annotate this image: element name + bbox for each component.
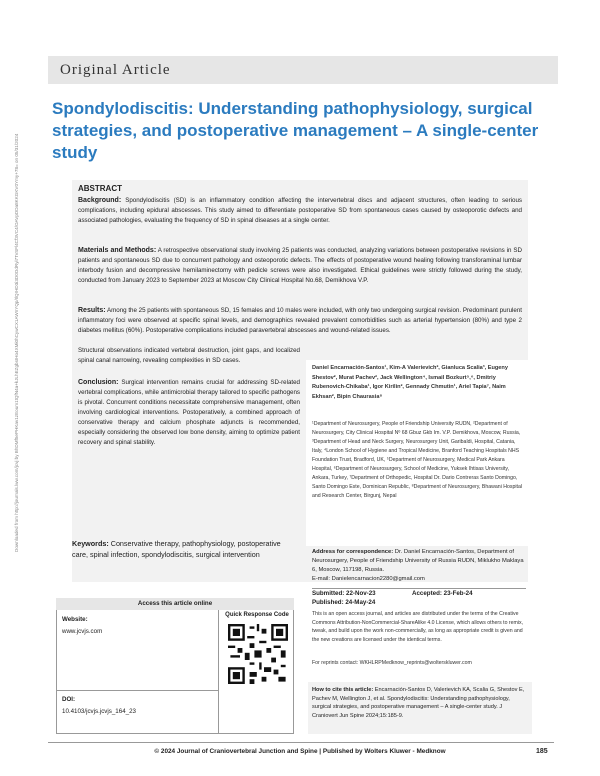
abstract-results-continued: Structural observations indicated vertebral destruction, joint gaps, and localized spinal canal narrowing, revealing complexities in SD cases.	[78, 347, 300, 364]
abstract-methods	[78, 246, 522, 286]
background-label: Background:	[78, 197, 122, 204]
accepted-date: Accepted: 23-Feb-24	[412, 590, 473, 597]
reprints-contact: For reprints contact: WKHLRPMedknow_reprints@wolterskluwer.com	[312, 660, 472, 666]
abstract-conclusion	[78, 378, 300, 448]
published-date: Published: 24-May-24	[312, 599, 376, 606]
background-text: Spondylodiscitis (SD) is an inflammatory condition affecting the intervertebral discs and adjacent structures, often leading to serious complications, including epidural abscesses. This study aimed to differentiate postoperative SD from spontaneous cases caused by osteoporotic defects and associated pathologies, evaluating the frequency of SD in spinal diseases at a single center.	[78, 197, 522, 224]
website-label: Website:	[62, 616, 88, 623]
author-list: Daniel Encarnación-Santos¹, Kim-A Valerievich², Gianluca Scalia³, Eugeny Shestov², Murat Pachev², Jack Wellington⁴, Ismail Bozkurt⁵,⁶, Dmitriy Rubenovich-Chikaba¹, Igor Kirilin², Gennady Chmutin¹, Ariel Tapia⁷, Naim Ekhsan², Bipin Chaurasia⁸	[312, 365, 508, 400]
citation-text: Encarnación-Santos D, Valerievich KA, Scalia G, Shestov E, Pachev M, Wellington J, et al. Spondylodiscitis: Understanding pathophysiology, surgical strategies, and postoperative management – A single-center study. J Craniovert Jun Spine 2024;15:185-9.	[312, 687, 525, 719]
license-text: This is an open access journal, and articles are distributed under the terms of the Creative Commons Attribution-NonCommercial-ShareAlike 4.0 License, which allows others to remix, tweak, and build upon the work non-commercially, as long as appropriate credit is given and the new creations are licensed under the identical terms.	[312, 611, 524, 643]
page-number: 185	[536, 748, 548, 755]
methods-label: Materials and Methods:	[78, 247, 157, 254]
correspondence	[312, 548, 526, 584]
keywords-text: Conservative therapy, pathophysiology, postoperative care, spinal infection, spondylodiscitis, surgical intervention	[72, 539, 281, 559]
correspondence-text: Dr. Daniel Encarnación-Santos, Department of Neurosurgery, People of Friendship University of Russia RUDN, Miklukho Maklaya 6, Moscow, 117198, Russia.	[312, 549, 524, 573]
correspondence-label: Address for correspondence:	[312, 549, 394, 555]
keywords	[72, 538, 298, 560]
conclusion-text: Surgical intervention remains crucial for addressing SD-related vertebral complications, while antimicrobial therapy tailored to specific pathogens is pivotal. Concurrent conditions necessitate comprehensive management, often involving cardiological interventions. Postoperatively, a combined approach of conservative therapy and calcium phosphate adjuncts is recommended, especially considering the observed low bone density, aiming to optimize patient recovery and spinal stability.	[78, 379, 300, 446]
citation-label: How to cite this article:	[312, 687, 374, 693]
abstract-heading: ABSTRACT	[78, 184, 122, 193]
dates-divider	[312, 588, 526, 589]
journal-footer: © 2024 Journal of Craniovertebral Junction and Spine | Published by Wolters Kluwer - Medknow	[154, 748, 446, 755]
keywords-label: Keywords:	[72, 539, 109, 548]
doi-label: DOI:	[62, 696, 76, 703]
access-divider-vertical	[218, 610, 219, 734]
submitted-date: Submitted: 22-Nov-23	[312, 590, 376, 597]
citation	[312, 686, 528, 720]
affiliations: ¹Department of Neurosurgery, People of Friendship University RUDN, ²Department of Neurosurgery, City Clinical Hospital Nº 68 Gbuz Gkb Im. V.P. Demikhova, Moscow, Russia, ³Department of Head and Neck Surgery, Neurosurgery Unit, Garibaldi, Hospital, Catania, Italy, ⁴London School of Hygiene and Tropical Medicine, Branford Teaching Hospitals NHS Foundation Trust, Bradford, UK, ⁵Department of Neurosurgery, Medical Park Ankara Hospital, ⁶Department of Neurosurgery, School of Medicine, Yuksek Ihtisas University, Ankara, Turkey, ⁷Department of Orthopedic, Hospital Dr. Dario Contreras Santo Domingo, Santo Domingo Este, Dominican Republic, ⁸Department of Neurosurgery, Bhawani Hospital and Research Center, Birgunj, Nepal	[312, 421, 522, 499]
download-sidebar-text: Downloaded from http://journals.lww.com/jcvj by BhDMf5ePHKav1zEoum1tQfN4a+kJLhEZgbsIHo4XMi0hCywCX1AWnYQp/IlQrHD3i3D0OdRyi7TvSFl4Cf3VC4/OAVpDDa8KKGKV0Ymy+78= on 05/31/2024	[14, 133, 19, 552]
qr-code-icon	[228, 624, 288, 684]
results-label: Results:	[78, 307, 106, 314]
access-online-heading: Access this article online	[56, 598, 294, 610]
access-divider-horizontal	[56, 690, 218, 691]
methods-text: A retrospective observational study involving 25 patients was conducted, analyzing variations between postoperative revisions in SD patients and spontaneous SD due to concurrent pathology and osteoporotic defects. The effects of postoperative wound healing following transforaminal lumbar interbody fusion and decompressive hemilaminectomy with pedicle screws were also investigated. Ethical guidelines were strictly followed during the study, conducted from January 2023 to September 2023 at Moscow City Clinical Hospital No.68, Demikhova V.P.	[78, 247, 522, 284]
article-title: Spondylodiscitis: Understanding pathophysiology, surgical strategies, and postoperative management – A single-center study	[52, 99, 539, 162]
correspondence-email[interactable]: E-mail: Danielencarnacion2280@gmail.com	[312, 576, 425, 582]
website-link[interactable]: www.jcvjs.com	[62, 628, 103, 635]
qr-heading: Quick Response Code	[225, 612, 289, 618]
article-type-label: Original Article	[60, 62, 171, 78]
abstract-background	[78, 196, 522, 226]
abstract-results	[78, 306, 522, 336]
doi-link[interactable]: 10.4103/jcvjs.jcvjs_164_23	[62, 708, 136, 715]
results-text: Among the 25 patients with spontaneous SD, 15 females and 10 males were included, with only two undergoing surgical revision. Predominant purulent inflammatory foci were observed at specific spinal levels, and demographics revealed prevalent comorbidities such as arterial hypertension (80%) and type 2 diabetes mellitus (60%). Postoperative complications included paravertebral abscesses and wound-related issues.	[78, 307, 522, 334]
conclusion-label: Conclusion:	[78, 379, 119, 386]
download-sidebar	[14, 132, 34, 552]
footer-divider	[48, 742, 554, 743]
